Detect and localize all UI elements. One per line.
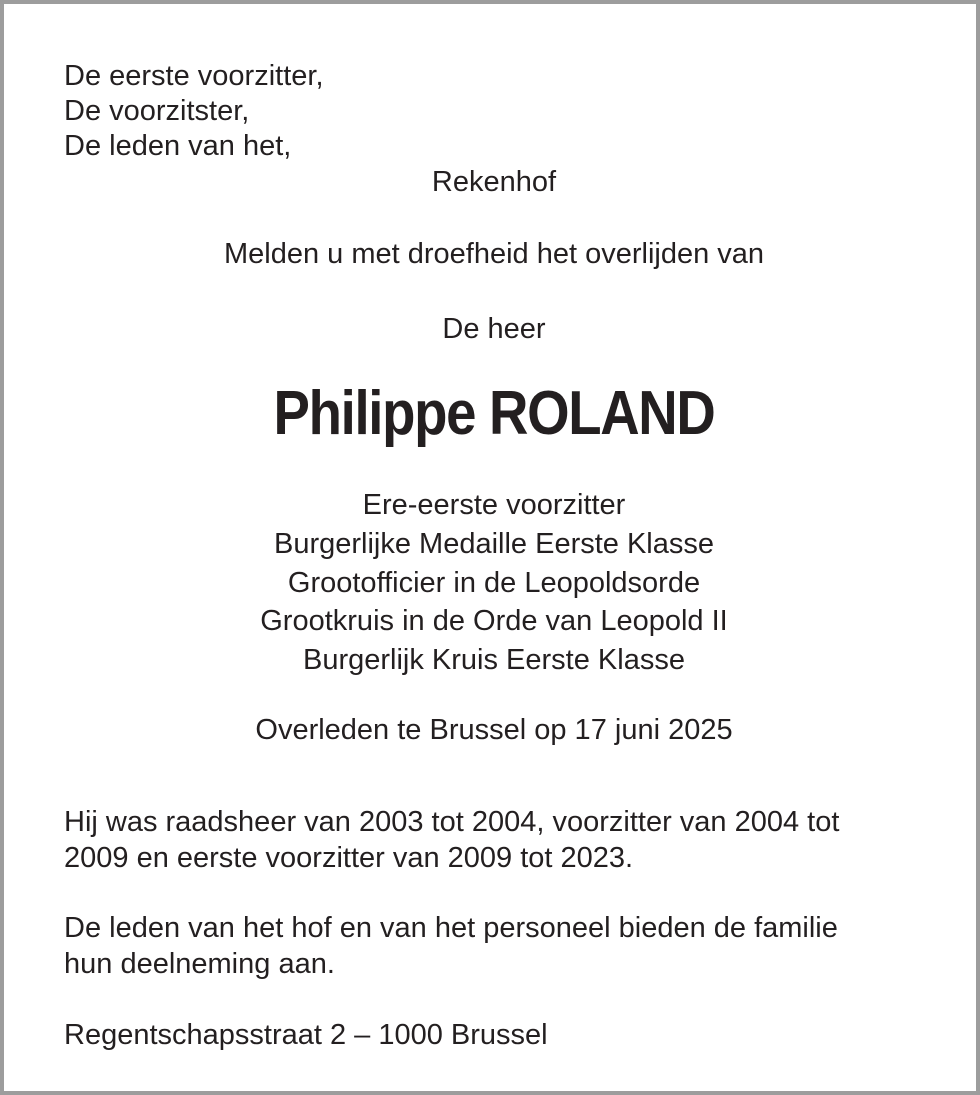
death-notice: Overleden te Brussel op 17 juni 2025 [255,714,733,746]
address: Regentschapsstraat 2 – 1000 Brussel [64,1019,548,1051]
title-line-4: Grootkruis in de Orde van Leopold II [260,605,728,637]
title-line-5: Burgerlijk Kruis Eerste Klasse [303,644,685,676]
biography-line-2: 2009 en eerste voorzitter van 2009 tot 2023. [64,842,634,874]
addressee-line-3: De leden van het, [64,130,292,162]
institution-name: Rekenhof [431,166,557,198]
condolence-line-2: hun deelneming aan. [64,948,335,980]
deceased-name: Philippe ROLAND [273,379,715,448]
condolence-line-1: De leden van het hof en van het personeel bieden de familie [64,912,838,944]
title-line-1: Ere-eerste voorzitter [362,489,626,521]
addressee-line-2: De voorzitster, [64,95,250,127]
salutation: De heer [442,313,546,345]
addressee-line-1: De eerste voorzitter, [64,60,324,92]
biography-line-1: Hij was raadsheer van 2003 tot 2004, voorzitter van 2004 tot [64,806,840,838]
title-line-2: Burgerlijke Medaille Eerste Klasse [273,528,715,560]
title-line-3: Grootofficier in de Leopoldsorde [287,567,701,599]
announcement-text: Melden u met droefheid het overlijden van [223,238,765,270]
